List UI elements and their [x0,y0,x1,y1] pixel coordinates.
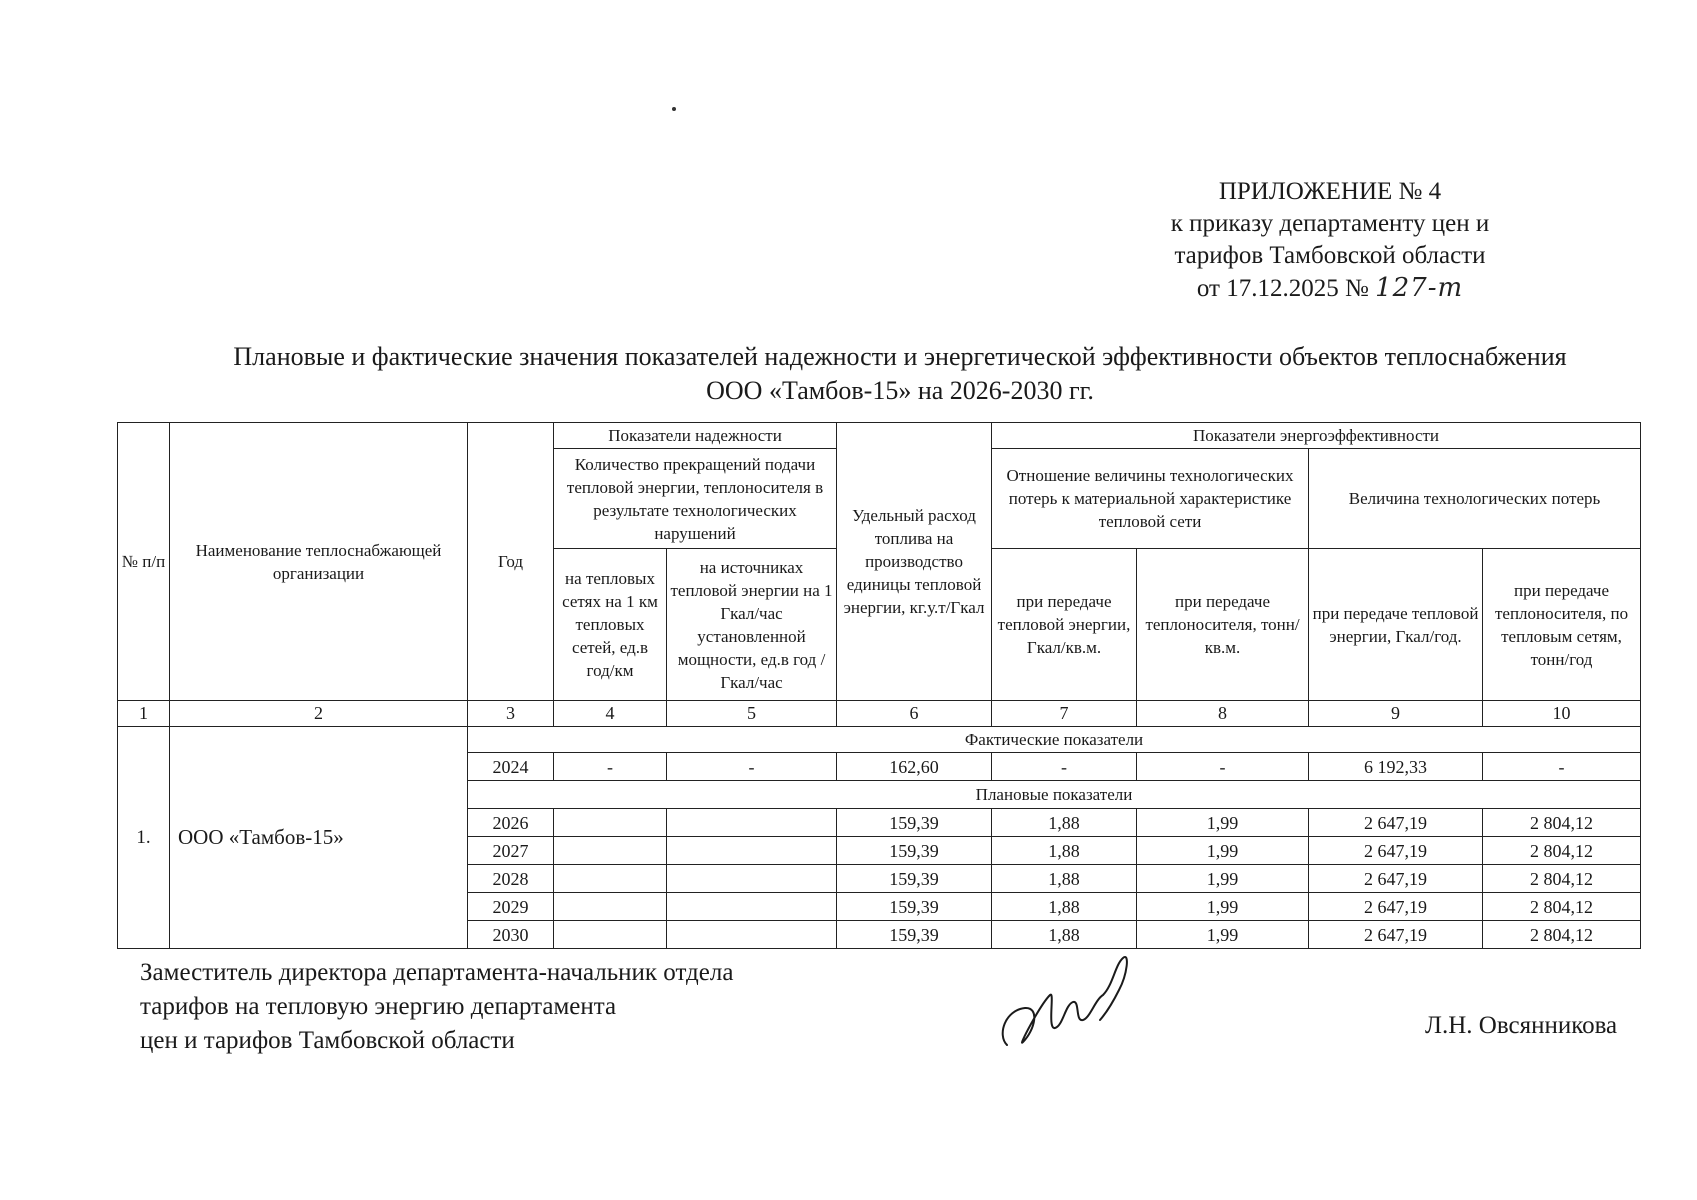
position-line-1: Заместитель директора департамента-начальник отдела [140,959,734,986]
plan-cell: 1,88 [992,837,1137,865]
appendix-line-1: к приказу департаменту цен и [1170,210,1490,237]
fact-cell: 6 192,33 [1309,753,1483,781]
plan-cell: 2 647,19 [1309,837,1483,865]
plan-cell [554,893,667,921]
header-col6: Удельный расход топлива на производство единицы тепловой энергии, кг.у.т/Гкал [837,423,992,701]
header-ratio: Отношение величины технологических потерь к материальной характеристике тепловой сети [992,449,1309,549]
col-number: 9 [1309,701,1483,727]
org-name: ООО «Тамбов-15» [170,727,468,949]
appendix-block [1100,176,1560,305]
plan-cell: 1,88 [992,809,1137,837]
plan-cell: 1,99 [1137,809,1309,837]
plan-cell [667,837,837,865]
plan-cell: 159,39 [837,893,992,921]
plan-year: 2028 [468,865,554,893]
header-col4: на тепловых сетях на 1 км тепловых сетей, ед.в год/км [554,549,667,701]
header-efficiency: Показатели энергоэффективности [992,423,1641,449]
appendix-line-2: тарифов Тамбовской области [1174,242,1486,269]
header-org: Наименование теплоснабжающей организации [170,423,468,701]
plan-cell: 159,39 [837,809,992,837]
fact-year: 2024 [468,753,554,781]
col-number: 5 [667,701,837,727]
plan-cell: 2 804,12 [1483,921,1641,949]
col-number: 10 [1483,701,1641,727]
header-year: Год [468,423,554,701]
col-number: 3 [468,701,554,727]
plan-year: 2027 [468,837,554,865]
header-col7: при передаче тепловой энергии, Гкал/кв.м. [992,549,1137,701]
position-line-2: тарифов на тепловую энергию департамента [140,993,617,1020]
col-number: 8 [1137,701,1309,727]
handwritten-signature [995,950,1145,1060]
plan-cell: 2 804,12 [1483,865,1641,893]
plan-cell: 1,88 [992,893,1137,921]
row-number: 1. [118,727,170,949]
fact-cell: - [992,753,1137,781]
signatory-name: Л.Н. Овсянникова [1425,1012,1618,1039]
plan-year: 2029 [468,893,554,921]
plan-cell: 2 804,12 [1483,837,1641,865]
header-losses: Величина технологических потерь [1309,449,1641,549]
section-plan: Плановые показатели [468,781,1641,809]
plan-cell: 159,39 [837,837,992,865]
signatory-position [140,956,733,1058]
col-number: 4 [554,701,667,727]
plan-cell: 2 804,12 [1483,809,1641,837]
header-col8: при передаче теплоносителя, тонн/кв.м. [1137,549,1309,701]
plan-cell: 159,39 [837,865,992,893]
header-col5: на источниках тепловой энергии на 1 Гкал/час установленной мощности, ед.в год /Гкал/час [667,549,837,701]
title-line-1: Плановые и фактические значения показателей надежности и энергетической эффективности объектов теплоснабжения [233,342,1567,371]
header-num: № п/п [118,423,170,701]
plan-cell [554,865,667,893]
plan-cell: 2 804,12 [1483,893,1641,921]
header-col9: при передаче тепловой энергии, Гкал/год. [1309,549,1483,701]
plan-cell: 1,88 [992,921,1137,949]
plan-cell: 1,99 [1137,837,1309,865]
handwritten-order-number: 127-т [1375,273,1464,303]
plan-cell: 2 647,19 [1309,893,1483,921]
plan-cell: 2 647,19 [1309,865,1483,893]
plan-cell: 2 647,19 [1309,921,1483,949]
plan-cell: 159,39 [837,921,992,949]
title-line-2: ООО «Тамбов-15» на 2026-2030 гг. [706,376,1094,405]
col-number: 1 [118,701,170,727]
col-number: 2 [170,701,468,727]
fact-cell: - [554,753,667,781]
appendix-date: от 17.12.2025 № [1196,275,1369,302]
indicators-table [117,422,1641,949]
plan-year: 2026 [468,809,554,837]
plan-cell [554,809,667,837]
plan-cell [667,809,837,837]
plan-cell [667,921,837,949]
position-line-3: цен и тарифов Тамбовской области [140,1027,515,1054]
fact-cell: - [1483,753,1641,781]
document-title [150,340,1650,408]
section-fact: Фактические показатели [468,727,1641,753]
plan-cell [667,893,837,921]
col-number: 7 [992,701,1137,727]
plan-cell: 1,99 [1137,921,1309,949]
appendix-title: ПРИЛОЖЕНИЕ № 4 [1218,178,1442,205]
fact-cell: - [1137,753,1309,781]
fact-cell: 162,60 [837,753,992,781]
plan-cell [554,921,667,949]
fact-cell: - [667,753,837,781]
col-number: 6 [837,701,992,727]
plan-cell: 1,88 [992,865,1137,893]
appendix-date-line [1100,272,1560,305]
plan-cell: 1,99 [1137,865,1309,893]
plan-cell [554,837,667,865]
scan-speck [672,107,676,111]
plan-cell: 2 647,19 [1309,809,1483,837]
header-col10: при передаче теплоносителя, по тепловым сетям, тонн/год [1483,549,1641,701]
plan-cell [667,865,837,893]
plan-year: 2030 [468,921,554,949]
header-reliability-sub: Количество прекращений подачи тепловой энергии, теплоносителя в результате технологических нарушений [554,449,837,549]
header-reliability: Показатели надежности [554,423,837,449]
plan-cell: 1,99 [1137,893,1309,921]
